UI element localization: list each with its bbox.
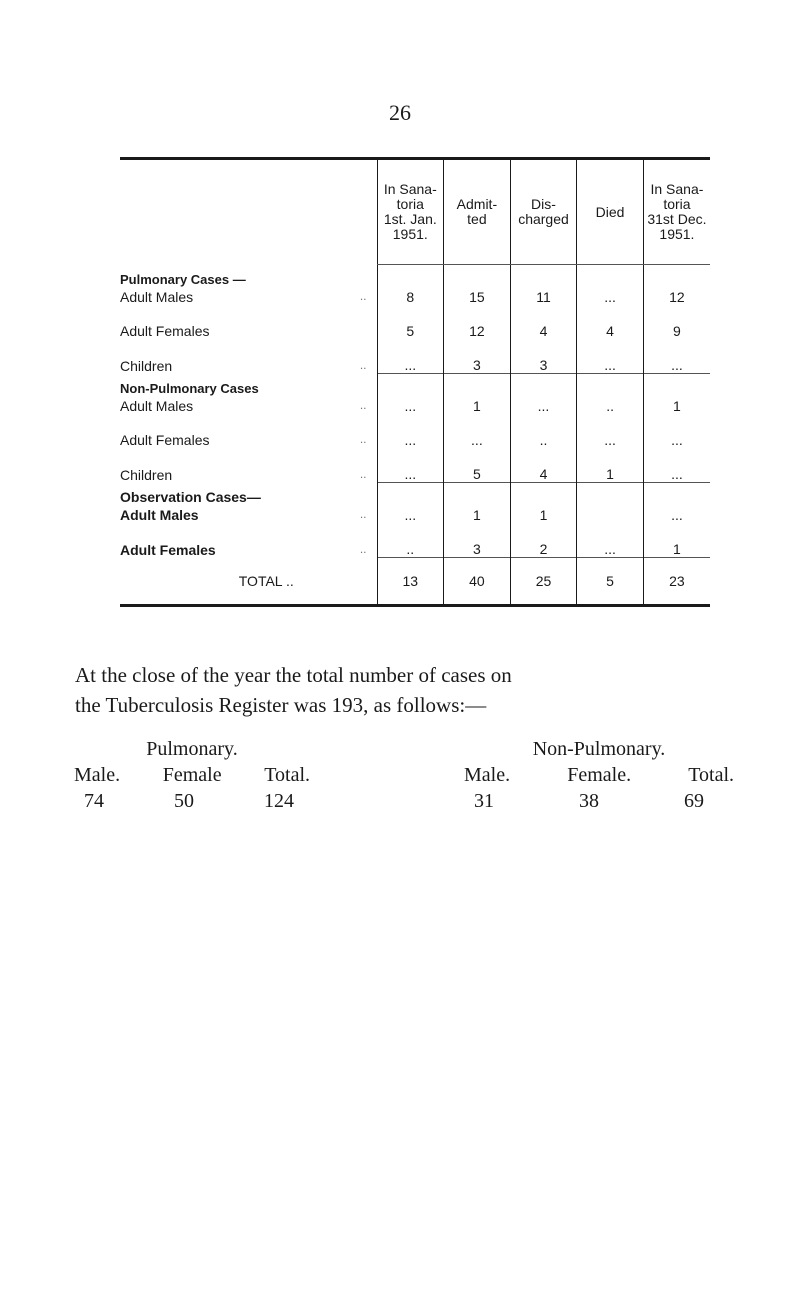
leader-dots: .. xyxy=(359,432,367,446)
paragraph-line: At the close of the year the total number of cases on xyxy=(75,663,512,687)
table-cell: ... xyxy=(377,374,444,415)
table-cell: ... xyxy=(577,339,644,374)
table-cell: ... xyxy=(377,339,444,374)
table-cell: 3 xyxy=(510,339,577,374)
summary-value: 124 xyxy=(264,790,294,812)
table-cell: ... xyxy=(643,483,710,524)
table-row xyxy=(120,483,710,524)
summary-value: 38 xyxy=(579,790,599,812)
table-row xyxy=(120,414,710,448)
table-cell: 1 xyxy=(444,483,511,524)
summary-value: 69 xyxy=(684,790,704,812)
header-blank xyxy=(120,160,377,265)
table-cell: 5 xyxy=(444,448,511,483)
table-row xyxy=(120,448,710,483)
table-cell: 11 xyxy=(510,265,577,306)
table-cell: ... xyxy=(577,265,644,306)
summary-header: Total. xyxy=(688,764,734,786)
table-cell: ... xyxy=(643,339,710,374)
table-cell: 3 xyxy=(444,523,511,558)
total-cell: 13 xyxy=(377,558,444,606)
table-cell xyxy=(577,483,644,524)
total-row xyxy=(120,558,710,606)
sanatoria-table xyxy=(120,157,710,607)
table-cell: 2 xyxy=(510,523,577,558)
table-cell: 1 xyxy=(643,523,710,558)
leader-dots: .. xyxy=(359,541,367,556)
group-title-pulmonary: Pulmonary Cases — xyxy=(120,272,246,287)
total-cell: 23 xyxy=(643,558,710,606)
table-cell: 1 xyxy=(643,374,710,415)
summary-value: 74 xyxy=(84,790,104,812)
leader-dots: .. xyxy=(359,289,367,303)
summary-value: 50 xyxy=(174,790,194,812)
summary-header: Total. xyxy=(264,764,310,786)
table-cell: 4 xyxy=(577,305,644,339)
summary-pulmonary xyxy=(74,736,310,814)
table-row xyxy=(120,339,710,374)
summary-title: Non-Pulmonary. xyxy=(532,738,666,760)
row-label: Adult Males xyxy=(120,507,199,523)
table-cell: ... xyxy=(643,414,710,448)
table-cell: 4 xyxy=(510,305,577,339)
row-label: Adult Females xyxy=(120,541,216,558)
table-cell: 1 xyxy=(510,483,577,524)
table-cell: ... xyxy=(643,448,710,483)
table-cell: 12 xyxy=(444,305,511,339)
table-cell: ... xyxy=(577,523,644,558)
table-cell: ... xyxy=(444,414,511,448)
leader-dots: .. xyxy=(359,398,367,412)
table-row xyxy=(120,374,710,415)
header-discharged: Dis- charged xyxy=(510,160,577,265)
leader-dots: .. xyxy=(359,357,367,372)
table-row xyxy=(120,523,710,558)
header-in-sanatoria-1st-jan: In Sana- toria 1st. Jan. 1951. xyxy=(377,160,444,265)
row-label: Adult Females xyxy=(120,323,210,339)
total-cell: 40 xyxy=(444,558,511,606)
row-label: Children xyxy=(120,357,173,374)
table-cell: ... xyxy=(377,483,444,524)
row-label: Children xyxy=(120,466,173,483)
table-cell: 8 xyxy=(377,265,444,306)
summary-title: Pulmonary. xyxy=(146,738,238,760)
table-cell: 3 xyxy=(444,339,511,374)
paragraph-line: the Tuberculosis Register was 193, as follows:— xyxy=(75,693,487,717)
group-title-observation: Observation Cases— xyxy=(120,489,261,505)
table-cell: .. xyxy=(377,523,444,558)
summary-header: Male. xyxy=(74,764,121,786)
table-cell: 9 xyxy=(643,305,710,339)
table-cell: ... xyxy=(377,448,444,483)
header-in-sanatoria-31st-dec: In Sana- toria 31st Dec. 1951. xyxy=(643,160,710,265)
table-row xyxy=(120,305,710,339)
header-died: Died xyxy=(577,160,644,265)
table-row xyxy=(120,265,710,306)
register-paragraph xyxy=(75,660,735,720)
total-cell: 5 xyxy=(577,558,644,606)
table-cell: ... xyxy=(510,374,577,415)
table-cell: 5 xyxy=(377,305,444,339)
table-cell: 12 xyxy=(643,265,710,306)
summary-header: Female. xyxy=(567,764,632,786)
summary-header: Male. xyxy=(464,764,511,786)
summary-value: 31 xyxy=(474,790,494,812)
table-cell: ... xyxy=(377,414,444,448)
table-cell: .. xyxy=(510,414,577,448)
header-admitted: Admit- ted xyxy=(444,160,511,265)
table-cell: 15 xyxy=(444,265,511,306)
table-cell: 1 xyxy=(444,374,511,415)
total-label: TOTAL xyxy=(238,572,283,589)
summary-non-pulmonary xyxy=(464,736,734,814)
leader-dots: .. xyxy=(285,572,294,589)
row-label: Adult Males xyxy=(120,398,194,414)
table-cell: .. xyxy=(577,374,644,415)
leader-dots: .. xyxy=(359,466,367,481)
row-label: Adult Females xyxy=(120,432,210,448)
summary-header: Female xyxy=(162,764,222,786)
table-cell: 4 xyxy=(510,448,577,483)
group-title-non-pulmonary: Non-Pulmonary Cases xyxy=(120,381,259,396)
row-label: Adult Males xyxy=(120,289,194,305)
page-number: 26 xyxy=(389,100,411,125)
leader-dots: .. xyxy=(359,507,367,521)
table-cell: ... xyxy=(577,414,644,448)
table-cell: 1 xyxy=(577,448,644,483)
total-cell: 25 xyxy=(510,558,577,606)
